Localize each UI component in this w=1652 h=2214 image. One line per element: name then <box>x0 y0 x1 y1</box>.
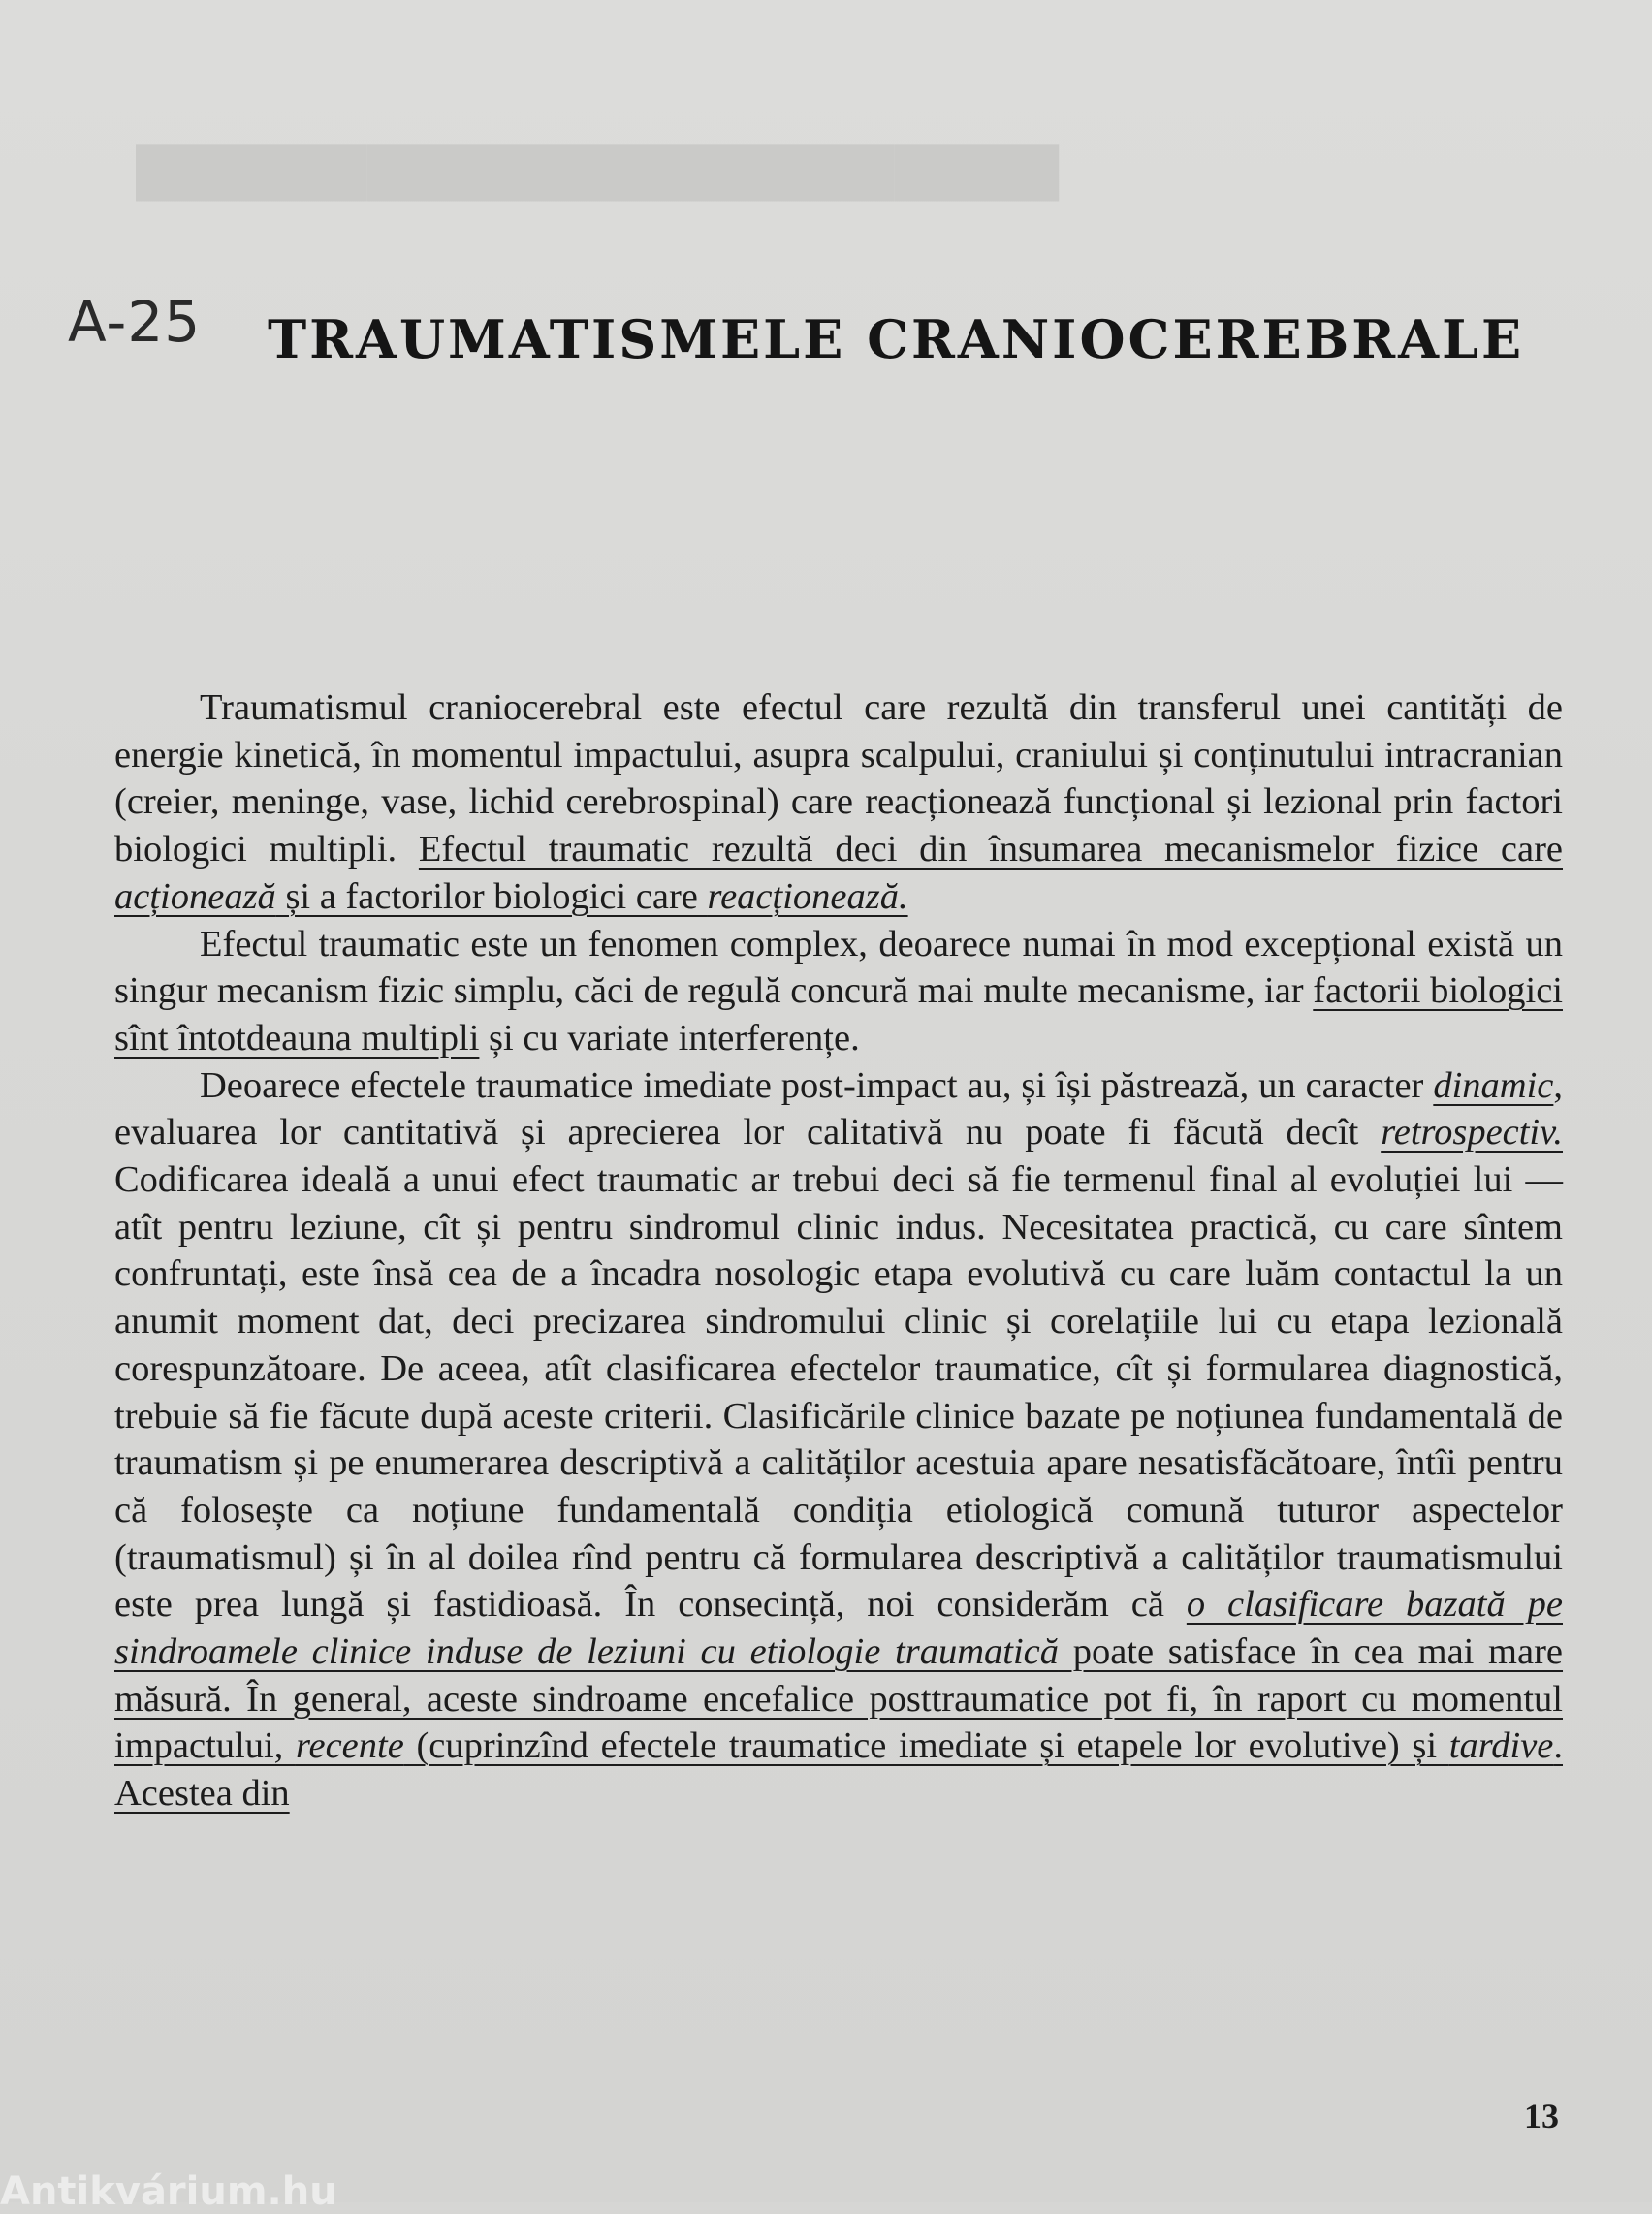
text-run: , evaluarea lor cantitativă și aprecierea lor calitativă nu poate fi făcută decît <box>114 1064 1563 1154</box>
text-run: Efectul traumatic este un fenomen complex, deoarece numai în mod excepțional există un singur mecanism fizic simplu, căci de regulă concură mai multe mecanisme, iar <box>114 923 1563 1012</box>
emphasis: recente <box>295 1725 404 1767</box>
page-number: 13 <box>1524 2097 1559 2135</box>
emphasis: tardive <box>1448 1725 1554 1767</box>
emphasis: reacționează. <box>707 875 908 917</box>
underlined-text: poate satisface în cea mai mare măsură. În general, aceste sindroame encefalice posttraumatice pot fi, în raport cu momentul impactului, recente (cuprinzînd efectele traumatice imediate și etapele lor evolutive) și tardive. Acestea din <box>114 1631 1564 1815</box>
underlined-emphasis: o clasificare bazată pe sindroamele clinice induse de leziuni cu etiologie traumatică <box>114 1584 1563 1673</box>
handwritten-mark: A-25 <box>68 289 202 355</box>
watermark: Antikvárium.hu <box>0 2169 337 2214</box>
underlined-text: factorii biologici sînt întotdeauna multipli <box>114 970 1563 1059</box>
emphasis: retrospectiv. <box>1381 1112 1563 1154</box>
page-title: TRAUMATISMELE CRANIOCEREBRALE <box>268 308 1525 370</box>
bleed-through-shadow: ████████████████████████████ <box>136 146 1060 198</box>
paragraph-2 <box>114 921 1563 1062</box>
text-run: și cu variate interferențe. <box>479 1017 860 1059</box>
emphasis: acționează <box>114 875 276 917</box>
text-run: Traumatismul craniocerebral este efectul care rezultă din transferul unei cantități de energie kinetică, în momentul impactului, asupra scalpului, craniului și conținutului intracranian (creier, meninge, vase, lichid cerebrospinal) care reacționează funcțional și lezional prin factori biologici multipli. <box>114 687 1563 870</box>
body-text <box>114 684 1563 1818</box>
text-run: Codificarea ideală a unui efect traumatic ar trebui deci să fie termenul final al evoluției lui — atît pentru leziune, cît și pentru sindromul clinic indus. Necesitatea practică, cu care sîntem confruntați, este însă cea de a încadra nosologic etapa evolutivă cu care luăm contactul la un anumit moment dat, deci precizarea sindromului clinic și corelațiile lui cu etapa lezională corespunzătoare. De aceea, atît clasificarea efectelor traumatice, cît și formularea diagnostică, trebuie să fie făcute după aceste criterii. Clasificările clinice bazate pe noțiunea fundamentală de traumatism și pe enumerarea descriptivă a calităților acestuia apare nesatisfăcătoare, întîi pentru că folosește ca noțiune fundamentală condiția etiologică comună tuturor aspectelor (traumatismul) și în al doilea rînd pentru că formularea descriptivă a calităților traumatismului este prea lungă și fastidioasă. În consecință, noi considerăm că <box>114 1159 1563 1626</box>
paragraph-1 <box>114 684 1563 921</box>
paragraph-3 <box>114 1062 1563 1818</box>
emphasis: dinamic <box>1433 1064 1554 1106</box>
text-run: Deoarece efectele traumatice imediate post-impact au, și își păstrează, un caracter <box>200 1064 1434 1106</box>
underlined-text: Efectul traumatic rezultă deci din însumarea mecanismelor fizice care acționează și a factorilor biologici care reacționează. <box>114 829 1563 917</box>
